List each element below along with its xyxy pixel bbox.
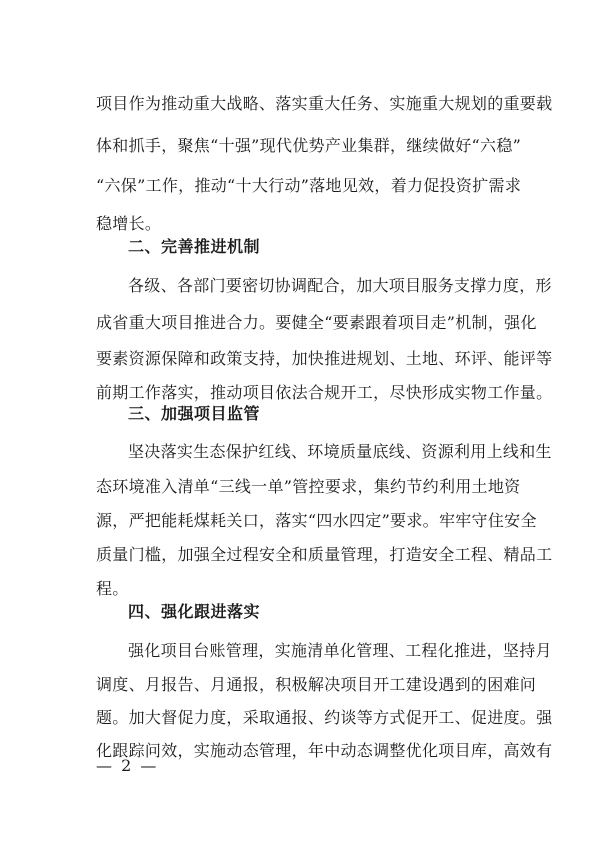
page-number: — 2 — xyxy=(96,756,159,775)
paragraph-4-line-4: 化跟踪问效，实施动态管理，年中动态调整优化项目库，高效有 xyxy=(96,741,553,760)
paragraph-3-line-1: 坚决落实生态保护红线、环境质量底线、资源利用上线和生 xyxy=(128,442,552,461)
section-heading-4: 四、强化跟进落实 xyxy=(128,602,261,621)
paragraph-2-line-2: 成省重大项目推进合力。要健全“要素跟着项目走”机制，强化 xyxy=(96,313,537,332)
paragraph-1-line-3: “六保”工作，推动“十大行动”落地见效，着力促投资扩需求 xyxy=(96,176,522,195)
section-heading-3: 三、加强项目监管 xyxy=(128,404,261,423)
paragraph-1-line-4: 稳增长。 xyxy=(96,214,162,233)
paragraph-3-line-5: 程。 xyxy=(96,579,129,598)
paragraph-4-line-3: 题。加大督促力度，采取通报、约谈等方式促开工、促进度。强 xyxy=(96,708,553,727)
paragraph-2-line-3: 要素资源保障和政策支持，加快推进规划、土地、环评、能评等 xyxy=(96,349,553,368)
paragraph-2-line-4: 前期工作落实，推动项目依法合规开工，尽快形成实物工作量。 xyxy=(96,383,553,402)
paragraph-4-line-2: 调度、月报告、月通报，积极解决项目开工建设遇到的困难问 xyxy=(96,675,537,694)
section-heading-2: 二、完善推进机制 xyxy=(128,237,261,256)
paragraph-3-line-2: 态环境准入清单“三线一单”管控要求，集约节约利用土地资 xyxy=(96,477,521,496)
paragraph-4-line-1: 强化项目台账管理，实施清单化管理、工程化推进，坚持月 xyxy=(128,641,552,660)
paragraph-3-line-4: 质量门槛，加强全过程安全和质量管理，打造安全工程、精品工 xyxy=(96,545,553,564)
paragraph-1-line-2: 体和抓手，聚焦“十强”现代优势产业集群，继续做好“六稳” xyxy=(96,136,522,155)
paragraph-3-line-3: 源，严把能耗煤耗关口，落实“四水四定”要求。牢牢守住安全 xyxy=(96,511,537,530)
paragraph-2-line-1: 各级、各部门要密切协调配合，加大项目服务支撑力度，形 xyxy=(128,276,552,295)
paragraph-1-line-1: 项目作为推动重大战略、落实重大任务、实施重大规划的重要载 xyxy=(96,94,553,113)
